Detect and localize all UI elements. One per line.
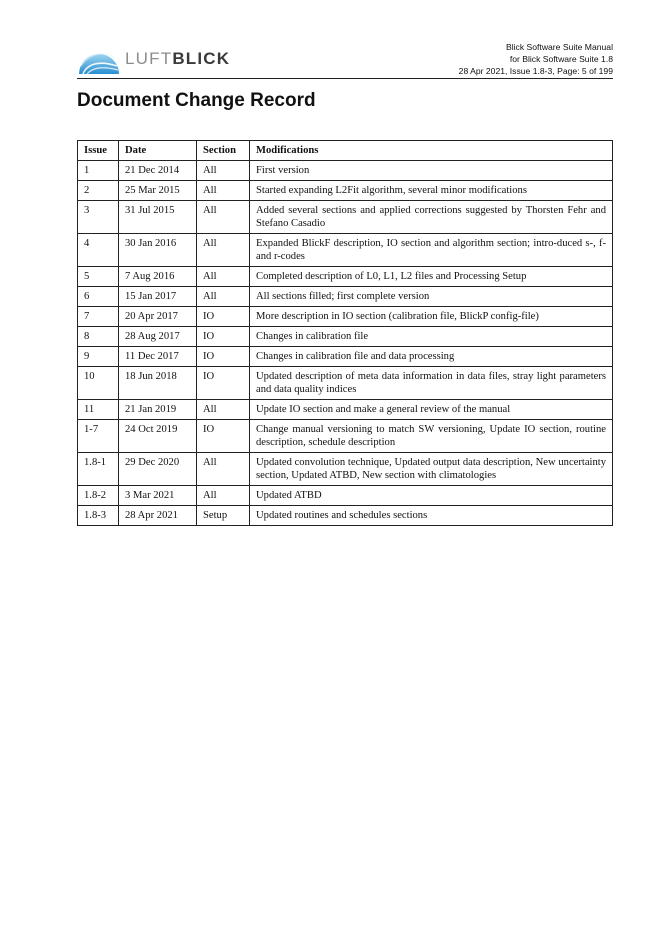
modifications-cell: More description in IO section (calibration file, BlickP config-file)	[250, 307, 613, 327]
issue-page-line: 28 Apr 2021, Issue 1.8-3, Page: 5 of 199	[458, 66, 613, 76]
table-row	[78, 486, 613, 506]
modifications-cell: Changes in calibration file and data processing	[250, 347, 613, 367]
table-row	[78, 367, 613, 400]
table-row	[78, 201, 613, 234]
issue-cell: 3	[78, 201, 119, 234]
issue-cell: 6	[78, 287, 119, 307]
modifications-cell: Started expanding L2Fit algorithm, several minor modifications	[250, 181, 613, 201]
date-cell: 18 Jun 2018	[119, 367, 197, 400]
table-row	[78, 327, 613, 347]
modifications-cell: Updated ATBD	[250, 486, 613, 506]
modifications-cell: Change manual versioning to match SW versioning, Update IO section, routine description, schedule description	[250, 420, 613, 453]
column-header-issue: Issue	[78, 141, 119, 161]
date-cell: 28 Apr 2021	[119, 506, 197, 526]
modifications-cell: Added several sections and applied corrections suggested by Thorsten Fehr and Stefano Casadio	[250, 201, 613, 234]
header-meta	[459, 41, 613, 77]
date-cell: 29 Dec 2020	[119, 453, 197, 486]
section-cell: IO	[197, 307, 250, 327]
table-row	[78, 267, 613, 287]
page-header	[77, 38, 613, 79]
section-cell: All	[197, 486, 250, 506]
issue-cell: 1.8-1	[78, 453, 119, 486]
table-row	[78, 307, 613, 327]
modifications-cell: Update IO section and make a general review of the manual	[250, 400, 613, 420]
modifications-cell: Updated routines and schedules sections	[250, 506, 613, 526]
luftblick-logo	[77, 40, 230, 76]
table-row	[78, 287, 613, 307]
date-cell: 7 Aug 2016	[119, 267, 197, 287]
column-header-section: Section	[197, 141, 250, 161]
table-row	[78, 181, 613, 201]
date-cell: 24 Oct 2019	[119, 420, 197, 453]
date-cell: 3 Mar 2021	[119, 486, 197, 506]
issue-cell: 1-7	[78, 420, 119, 453]
table-body	[78, 161, 613, 526]
logo-globe-icon	[77, 40, 121, 76]
issue-cell: 1	[78, 161, 119, 181]
change-record-table	[77, 140, 613, 526]
issue-cell: 11	[78, 400, 119, 420]
issue-cell: 9	[78, 347, 119, 367]
section-cell: Setup	[197, 506, 250, 526]
date-cell: 20 Apr 2017	[119, 307, 197, 327]
section-cell: All	[197, 267, 250, 287]
section-cell: All	[197, 181, 250, 201]
manual-title: Blick Software Suite Manual	[506, 42, 613, 52]
date-cell: 11 Dec 2017	[119, 347, 197, 367]
table-row	[78, 453, 613, 486]
issue-cell: 2	[78, 181, 119, 201]
table-header-row	[78, 141, 613, 161]
modifications-cell: Updated convolution technique, Updated output data description, New uncertainty section, Updated ATBD, New section with climatologies	[250, 453, 613, 486]
page-title: Document Change Record	[77, 90, 316, 111]
issue-cell: 4	[78, 234, 119, 267]
modifications-cell: All sections filled; first complete version	[250, 287, 613, 307]
modifications-cell: Expanded BlickF description, IO section and algorithm section; intro-duced s-, f- and r-codes	[250, 234, 613, 267]
date-cell: 30 Jan 2016	[119, 234, 197, 267]
table-row	[78, 347, 613, 367]
issue-cell: 5	[78, 267, 119, 287]
modifications-cell: Updated description of meta data information in data files, stray light parameters and data quality indices	[250, 367, 613, 400]
table-row	[78, 506, 613, 526]
section-cell: IO	[197, 367, 250, 400]
date-cell: 21 Jan 2019	[119, 400, 197, 420]
section-cell: IO	[197, 327, 250, 347]
column-header-modifications: Modifications	[250, 141, 613, 161]
column-header-date: Date	[119, 141, 197, 161]
section-cell: IO	[197, 420, 250, 453]
issue-cell: 10	[78, 367, 119, 400]
section-cell: All	[197, 287, 250, 307]
section-cell: All	[197, 453, 250, 486]
issue-cell: 8	[78, 327, 119, 347]
section-cell: IO	[197, 347, 250, 367]
modifications-cell: Completed description of L0, L1, L2 files and Processing Setup	[250, 267, 613, 287]
section-cell: All	[197, 400, 250, 420]
date-cell: 15 Jan 2017	[119, 287, 197, 307]
issue-cell: 7	[78, 307, 119, 327]
date-cell: 21 Dec 2014	[119, 161, 197, 181]
modifications-cell: Changes in calibration file	[250, 327, 613, 347]
section-cell: All	[197, 201, 250, 234]
date-cell: 31 Jul 2015	[119, 201, 197, 234]
logo-wordmark: LUFTBLICK	[125, 49, 231, 68]
table-row	[78, 400, 613, 420]
modifications-cell: First version	[250, 161, 613, 181]
table-row	[78, 234, 613, 267]
issue-cell: 1.8-2	[78, 486, 119, 506]
date-cell: 25 Mar 2015	[119, 181, 197, 201]
manual-subtitle: for Blick Software Suite 1.8	[509, 54, 613, 64]
date-cell: 28 Aug 2017	[119, 327, 197, 347]
section-cell: All	[197, 161, 250, 181]
table-row	[78, 420, 613, 453]
table-row	[78, 161, 613, 181]
section-cell: All	[197, 234, 250, 267]
issue-cell: 1.8-3	[78, 506, 119, 526]
